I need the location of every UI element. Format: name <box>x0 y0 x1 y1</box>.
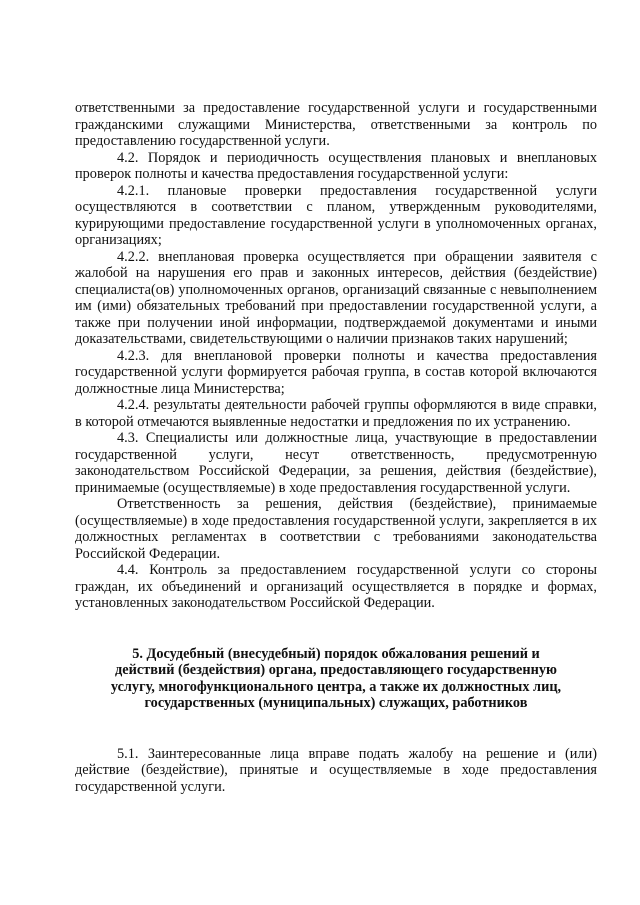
paragraph-4-4: 4.4. Контроль за предоставлением государственной услуги со стороны граждан, их объединений и организаций осуществляется в порядке и формах, установленных законодательством Российской Федерации. <box>75 562 597 611</box>
paragraph-4-3: 4.3. Специалисты или должностные лица, участвующие в предоставлении государственной услуги, несут ответственность, предусмотренную законодательством Российской Федерации, за решения, действия (бездействие), принимаемые (осуществляемые) в ходе предоставления государственной услуги. <box>75 430 597 496</box>
paragraph-continuation: ответственными за предоставление государственной услуги и государственными гражданскими служащими Министерства, ответственными за контроль по предоставлению государственной услуги. <box>75 100 597 149</box>
paragraph-4-2: 4.2. Порядок и периодичность осуществления плановых и внеплановых проверок полноты и качества предоставления государственной услуги: <box>75 149 597 182</box>
paragraph-5-1: 5.1. Заинтересованные лица вправе подать жалобу на решение и (или) действие (бездействие), принятые и осуществляемые в ходе предоставления государственной услуги. <box>75 745 597 795</box>
paragraph-4-2-1: 4.2.1. плановые проверки предоставления государственной услуги осуществляются в соответствии с планом, утвержденным руководителями, курирующими предоставление государственной услуги в уполномоченных органах, организациях; <box>75 182 597 248</box>
paragraph-4-2-2: 4.2.2. внеплановая проверка осуществляется при обращении заявителя с жалобой на нарушения его прав и законных интересов, действия (бездействие) специалиста(ов) уполномоченных органов, организаций связанные с невыполнением им (ими) обязательных требований при предоставлении государственной услуги, а также при получении иной информации, подтверждаемой документами и иными доказательствами, свидетельствующими о наличии признаков таких нарушений; <box>75 248 597 347</box>
paragraph-4-2-3: 4.2.3. для внеплановой проверки полноты и качества предоставления государственной услуги формируется рабочая группа, в состав которой включаются должностные лица Министерства; <box>75 347 597 397</box>
document-body <box>75 100 597 795</box>
paragraph-responsibility: Ответственность за решения, действия (бездействие), принимаемые (осуществляемые) в ходе предоставления государственной услуги, закрепляется в их должностных регламентах в соответствии с требованиями законодательства Российской Федерации. <box>75 496 597 562</box>
paragraph-4-2-4: 4.2.4. результаты деятельности рабочей группы оформляются в виде справки, в которой отмечаются выявленные недостатки и предложения по их устранению. <box>75 397 597 430</box>
section-5-heading: 5. Досудебный (внесудебный) порядок обжалования решений и действий (бездействия) органа, предоставляющего государственную услугу, многофункционального центра, а также их должностных лиц, государственных (муниципальных) служащих, работников <box>110 645 562 711</box>
